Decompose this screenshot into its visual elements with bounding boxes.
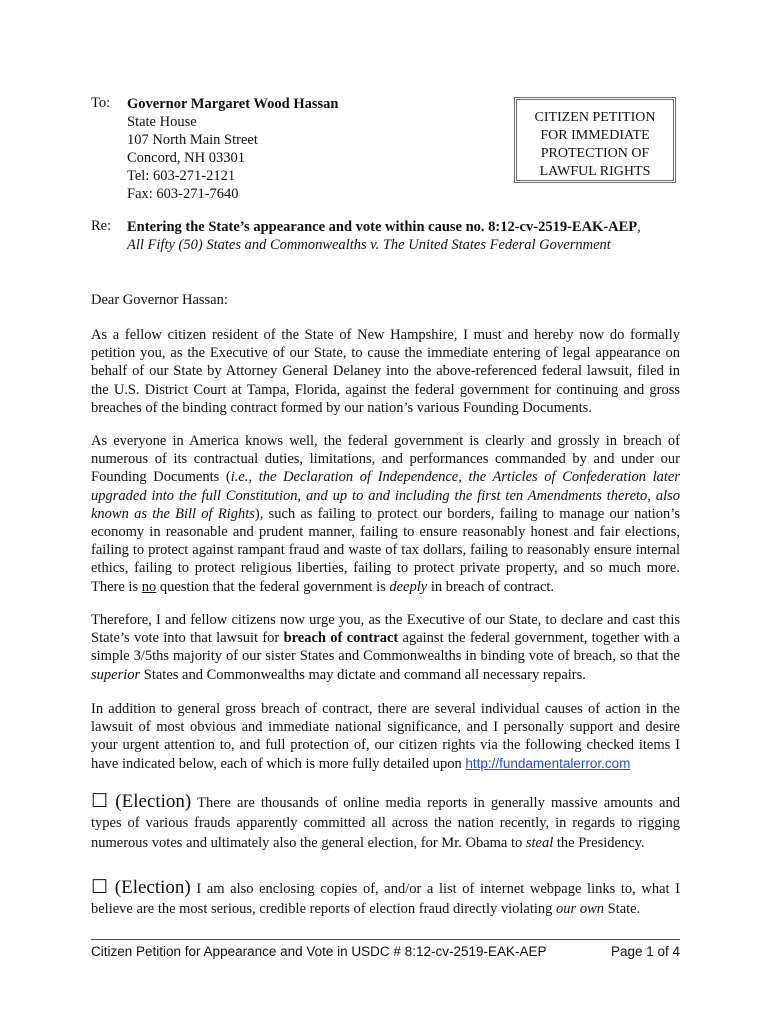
paragraph-1 [91,326,680,417]
p3-part-a: Therefore, I and fellow citizens now urge you, as the Executive of our State, to declare and cast this State’s vote into that lawsuit for [91,612,680,647]
p2-part-a: As everyone in America knows well, the federal government is clearly and grossly in breach of numerous of its contractual duties, limitations, and performances commanded by and under our Founding Documents ( [91,433,680,486]
checkbox-icon[interactable]: ☐ [91,791,109,812]
recipient-tel: Tel: 603-271-2121 [127,168,236,184]
petition-line-3: PROTECTION OF [540,146,650,161]
re-case-title: All Fifty (50) States and Commonwealths v. The United States Federal Government [127,237,611,253]
to-label: To: [91,95,111,111]
footer-title: Citizen Petition for Appearance and Vote in USDC # 8:12-cv-2519-EAK-AEP [91,944,547,959]
p2-part-c: ), such as failing to protect our borders, failing to manage our nation’s economy in reasonable and prudent manner, failing to ensure reasonably honest and fair elections, failing to protect against rampant fraud and waste of tax dollars, failing to reasonably ensure internal ethics, failing to protect religious liberties, failing to protect private property, and so much more. There is [91,505,680,595]
paragraph-1-text: As a fellow citizen resident of the State of New Hampshire, I must and hereby now do formally petition you, as the Executive of our State, to cause the immediate entering of legal appearance on behalf of our State by Attorney General Delaney into the above-referenced federal lawsuit, filed in the U.S. District Court at Tampa, Florida, against the federal government for continuing and gross breaches of the binding contract formed by our nation’s various Founding Documents. [91,327,680,416]
footer-page-number: Page 1 of 4 [610,944,680,959]
checked-item-1 [91,792,680,853]
p2-no: no [141,578,157,595]
paragraph-3 [91,611,680,684]
item-1-steal: steal [525,835,554,851]
p4-part-a: In addition to general gross breach of contract, there are several individual causes of action in the lawsuit of most obvious and immediate national significance, and I personally support and desire your urgent attention to, and full protection of, our citizen rights via the following checked items I have indicated below, each of which is more fully detailed upon [91,701,680,772]
recipient-fax: Fax: 603-271-7640 [127,186,239,202]
address-line-3: Concord, NH 03301 [127,150,246,166]
checkbox-icon[interactable]: ☐ [91,877,109,898]
recipient-name: Governor Margaret Wood Hassan [127,96,339,112]
address-line-1: State House [127,114,197,130]
item-2-own: our own [556,901,604,917]
re-comma: , [637,219,641,235]
item-2-text: I am also enclosing copies of, and/or a list of internet webpage links to, what I believe are the most serious, credible reports of election fraud directly violating [91,881,680,917]
paragraph-4 [91,700,680,773]
paragraph-2 [91,432,680,596]
item-2-heading: (Election) [108,877,191,898]
petition-line-4: LAWFUL RIGHTS [539,164,651,179]
item-1-text: There are thousands of online media reports in generally massive amounts and types of various frauds apparently committed all across the nation recently, in regards to rigging numerous votes and ultimately also the general election, for Mr. Obama to [91,795,680,851]
petition-line-1: CITIZEN PETITION [534,110,656,125]
p2-part-d: question that the federal government is [156,578,390,595]
re-label: Re: [91,218,112,234]
p2-founding-docs: i.e., the Declaration of Independence, the Articles of Confederation later upgraded into the full Constitution, and up to and including the first ten Amendments thereto, also known as the Bill of Rights [91,469,681,522]
footer-divider [91,939,680,940]
p3-part-b: against the federal government, together with a simple 3/5ths majority of our sister States and Commonwealths in binding vote of breach, so that the [91,630,680,665]
p3-breach: breach of contract [283,630,399,647]
fundamentalerror-link[interactable]: http://fundamentalerror.com [465,755,631,771]
checked-item-2 [91,878,680,919]
p3-part-c: States and Commonwealths may dictate and command all necessary repairs. [140,666,586,683]
recipient-address [127,95,338,203]
item-1-heading: (Election) [108,791,192,812]
petition-line-2: FOR IMMEDIATE [540,128,650,143]
item-2-end: State. [604,901,641,917]
p2-part-e: in breach of contract. [427,578,555,595]
address-line-2: 107 North Main Street [127,132,258,148]
p3-superior: superior [91,666,141,683]
re-case-number: Entering the State’s appearance and vote within cause no. 8:12-cv-2519-EAK-AEP [127,219,638,235]
p2-deeply: deeply [389,578,428,595]
item-1-end: the Presidency. [553,835,645,851]
petition-title-box [514,97,676,183]
re-subject [127,218,641,254]
greeting: Dear Governor Hassan: [91,292,228,308]
